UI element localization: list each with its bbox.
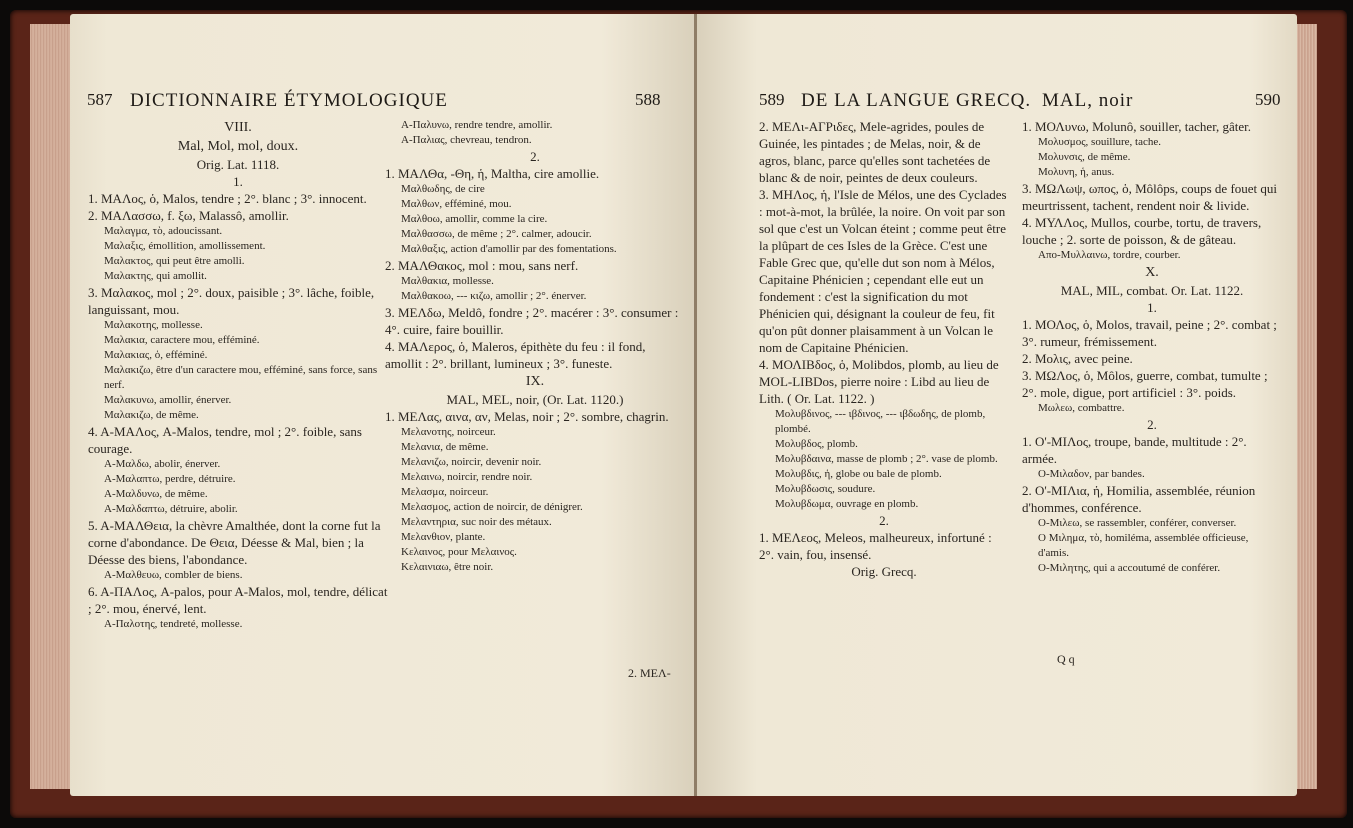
- page-edges-right: [1297, 24, 1317, 789]
- entry-line: 4. ΜΑΛερος, ὁ, Maleros, épithète du feu : il fond, amollit : 2°. brillant, lumineux ; 3°. funeste.: [385, 339, 646, 371]
- right-running-head: MAL, noir: [1042, 90, 1134, 111]
- entry-line: Κελαινιαω, être noir.: [401, 561, 494, 573]
- entry-line: Μελασμος, action de noircir, de dénigrer.: [401, 501, 583, 513]
- right-column-1: [759, 118, 1009, 580]
- entry-line: Μαλακιζω, être d'un caractere mou, efféminé, sans force, sans nerf.: [104, 364, 378, 391]
- entry-line: Μελαντηρια, suc noir des métaux.: [401, 516, 552, 528]
- entry-line: Μαλακοτης, mollesse.: [104, 319, 203, 331]
- entry-line: 4. ΜΥΛΛος, Mullos, courbe, tortu, de travers, louche ; 2. sorte de poisson, & de gâteau.: [1022, 215, 1262, 247]
- entry-line: 3. Μαλακος, mol ; 2°. doux, paisible ; 3°. lâche, foible, languissant, mou.: [88, 285, 375, 317]
- entry-line: Ο-Μιλαδον, par bandes.: [1038, 468, 1145, 480]
- entry-line: Μαλθαξις, action d'amollir par des fomentations.: [401, 243, 617, 255]
- entry-line: 3. ΜΩΛος, ὁ, Môlos, guerre, combat, tumulte ; 2°. mole, digue, port artificiel : 3°. poids.: [1022, 368, 1268, 400]
- left-page-number: 587: [87, 90, 113, 109]
- left-page-number-right: 588: [635, 90, 661, 109]
- entry-line: Μαλακτης, qui amollit.: [104, 270, 207, 282]
- entry-line: 2.: [879, 513, 889, 528]
- entry-line: VIII.: [224, 120, 252, 135]
- entry-line: Μωλεω, combattre.: [1038, 402, 1125, 414]
- entry-line: 1. ΜΟΛος, ὁ, Molos, travail, peine ; 2°. combat ; 3°. rumeur, frémissement.: [1022, 317, 1277, 349]
- entry-line: IX.: [525, 374, 545, 389]
- entry-line: 2.: [530, 149, 540, 164]
- right-column-2: [1022, 118, 1282, 576]
- entry-line: 2. Ο'-ΜΙΛια, ἡ, Homilia, assemblée, réunion d'hommes, conférence.: [1022, 483, 1256, 515]
- entry-line: Α-Μαλδαπτω, détruire, abolir.: [104, 503, 238, 515]
- entry-line: Μελασμα, noirceur.: [401, 486, 489, 498]
- entry-line: Μελαινω, noircir, rendre noir.: [401, 471, 533, 483]
- entry-line: Μαλθωδης, de cire: [401, 183, 485, 195]
- entry-line: 1. ΜΕΛας, αινα, αν, Melas, noir ; 2°. sombre, chagrin.: [385, 409, 669, 424]
- entry-line: MAL, MIL, combat. Or. Lat. 1122.: [1060, 283, 1244, 298]
- right-page-number-right: 590: [1255, 90, 1281, 109]
- entry-line: Μολυβδινος, --- ιβδινος, --- ιβδωδης, de plomb, plombé.: [775, 408, 986, 435]
- entry-line: 1. ΜΟΛυνω, Molunô, souiller, tacher, gâter.: [1022, 119, 1252, 134]
- left-column-2: [385, 118, 685, 575]
- entry-line: Μολυνη, ἡ, anus.: [1038, 166, 1115, 178]
- catchword: 2. ΜΕΛ-: [628, 666, 671, 680]
- entry-line: Ο-Μιλητης, qui a accoutumé de conférer.: [1038, 562, 1221, 574]
- entry-line: Α-Παλυνω, rendre tendre, amollir.: [401, 119, 553, 131]
- entry-line: 1. Ο'-ΜΙΛος, troupe, bande, multitude : 2°. armée.: [1022, 434, 1247, 466]
- entry-line: Μαλθασσω, de même ; 2°. calmer, adoucir.: [401, 228, 592, 240]
- entry-line: 4. Α-ΜΑΛος, A-Malos, tendre, mol ; 2°. foible, sans courage.: [88, 424, 362, 456]
- entry-line: Μαλθακοω, --- κιζω, amollir ; 2°. énerver.: [401, 290, 587, 302]
- entry-line: Μολυβδωμα, ouvrage en plomb.: [775, 498, 919, 510]
- entry-line: Μαλθων, efféminé, mou.: [401, 198, 512, 210]
- entry-line: Α-Μαλδω, abolir, énerver.: [104, 458, 221, 470]
- entry-line: 6. Α-ΠΑΛος, A-palos, pour A-Malos, mol, tendre, délicat ; 2°. mou, énervé, lent.: [88, 584, 388, 616]
- entry-line: Μαλαξις, émollition, amollissement.: [104, 240, 266, 252]
- entry-line: 2.: [1147, 417, 1157, 432]
- entry-line: Orig. Grecq.: [851, 564, 917, 579]
- entry-line: Μολυνσις, de même.: [1038, 151, 1131, 163]
- entry-line: Μελανια, de même.: [401, 441, 489, 453]
- entry-line: 5. Α-ΜΑΛΘεια, la chèvre Amalthée, dont la corne fut la corne d'abondance. De Θεια, Déesse & Mal, bien ; la Déesse des biens, l'abondance.: [88, 518, 381, 567]
- entry-line: 3. ΜΕΛδω, Meldô, fondre ; 2°. macérer : 3°. consumer : 4°. cuire, faire bouillir.: [385, 305, 679, 337]
- entry-line: X.: [1145, 265, 1159, 280]
- entry-line: 3. ΜΗΛος, ἡ, l'Isle de Mélos, une des Cyclades : mot-à-mot, la brûlée, la noire. On voit par son sol que c'est un Volcan éteint ; comme peut être la plûpart de ces Isles de la Grèce. C'est une Fable Grec que, qu'elle dut son nom à Mélos, Capitaine Phénicien ; cependant elle eut un fondement : c'est la signification du mot Phénicien qui, désignant la couleur de feu, fit qu'on pût donner plaisamment à un Volcan le nom de Capitaine Phénicien.: [759, 187, 1007, 355]
- entry-line: Μαλακιας, ὁ, efféminé.: [104, 349, 208, 361]
- entry-line: Μολυσμος, souillure, tache.: [1038, 136, 1161, 148]
- entry-line: 2. ΜΑΛΘακος, mol : mou, sans nerf.: [385, 258, 579, 273]
- entry-line: 2. ΜΑΛασσω, f. ξω, Malassô, amollir.: [88, 208, 289, 223]
- entry-line: Μολυβδωσις, soudure.: [775, 483, 876, 495]
- entry-line: 1. ΜΕΛεος, Meleos, malheureux, infortuné : 2°. vain, fou, insensé.: [759, 530, 992, 562]
- entry-line: 4. ΜΟΛΙΒδος, ὁ, Molibdos, plomb, au lieu de MOL-LIBDos, pierre noire : Libd au lieu de Lith. ( Or. Lat. 1122. ): [759, 357, 999, 406]
- entry-line: Μαλακια, caractere mou, efféminé.: [104, 334, 260, 346]
- entry-line: Μολυβδος, plomb.: [775, 438, 858, 450]
- entry-line: MAL, MEL, noir, (Or. Lat. 1120.): [446, 392, 624, 407]
- entry-line: Μαλθακια, mollesse.: [401, 275, 494, 287]
- entry-line: 2. ΜΕΛι-ΑΓΡιδες, Mele-agrides, poules de Guinée, les pintades ; de Melas, noir, & de agros, blanc, parce qu'elles sont tachetées de blanc & de noir, peintes de deux couleurs.: [759, 119, 991, 185]
- signature-mark: Q q: [1057, 652, 1075, 666]
- entry-line: Μαλθοω, amollir, comme la cire.: [401, 213, 548, 225]
- entry-line: Ο Μιλημα, τὸ, homiléma, assemblée officieuse, d'amis.: [1038, 532, 1249, 559]
- entry-line: Μολυβδις, ἡ, globe ou bale de plomb.: [775, 468, 942, 480]
- right-running-title: DE LA LANGUE GRECQ.: [801, 90, 1032, 111]
- entry-line: Α-Παλιας, chevreau, tendron.: [401, 134, 532, 146]
- entry-line: Απο-Μυλλαινω, tordre, courber.: [1038, 249, 1181, 261]
- entry-line: 2. Μολις, avec peine.: [1022, 351, 1133, 366]
- entry-line: Μελανοτης, noirceur.: [401, 426, 496, 438]
- page-edges-left: [30, 24, 72, 789]
- entry-line: 3. ΜΩΛωψ, ωπος, ὁ, Môlôps, coups de fouet qui meurtrissent, tachent, rendent noir & livide.: [1022, 181, 1278, 213]
- entry-line: Α-Μαλδυνω, de même.: [104, 488, 208, 500]
- entry-line: Μαλακιζω, de même.: [104, 409, 199, 421]
- entry-line: 1.: [1147, 300, 1157, 315]
- entry-line: Μαλαγμα, τὸ, adoucissant.: [104, 225, 223, 237]
- entry-line: Α-Μαλθευω, combler de biens.: [104, 569, 243, 581]
- entry-line: Μελανθιον, plante.: [401, 531, 486, 543]
- entry-line: Μαλακτος, qui peut être amolli.: [104, 255, 245, 267]
- entry-line: Mal, Mol, mol, doux.: [177, 139, 299, 154]
- entry-line: 1. ΜΑΛΘα, -Θη, ἡ, Maltha, cire amollie.: [385, 166, 600, 181]
- entry-line: Ο-Μιλεω, se rassembler, conférer, converser.: [1038, 517, 1237, 529]
- left-column-1: [88, 118, 388, 632]
- left-page: [70, 14, 695, 796]
- entry-line: Μελανιζω, noircir, devenir noir.: [401, 456, 542, 468]
- entry-line: 1.: [233, 174, 243, 189]
- right-page: [697, 14, 1297, 796]
- entry-line: Μολυβδαινα, masse de plomb ; 2°. vase de plomb.: [775, 453, 998, 465]
- entry-line: Α-Μαλαπτω, perdre, détruire.: [104, 473, 236, 485]
- right-page-number: 589: [759, 90, 785, 109]
- left-running-title: DICTIONNAIRE ÉTYMOLOGIQUE: [130, 90, 448, 111]
- entry-line: Α-Παλοτης, tendreté, mollesse.: [104, 618, 243, 630]
- entry-line: Orig. Lat. 1118.: [196, 157, 280, 172]
- entry-line: 1. ΜΑΛος, ὁ, Malos, tendre ; 2°. blanc ; 3°. innocent.: [88, 191, 367, 206]
- entry-line: Μαλακυνω, amollir, énerver.: [104, 394, 232, 406]
- entry-line: Κελαινος, pour Μελαινος.: [401, 546, 517, 558]
